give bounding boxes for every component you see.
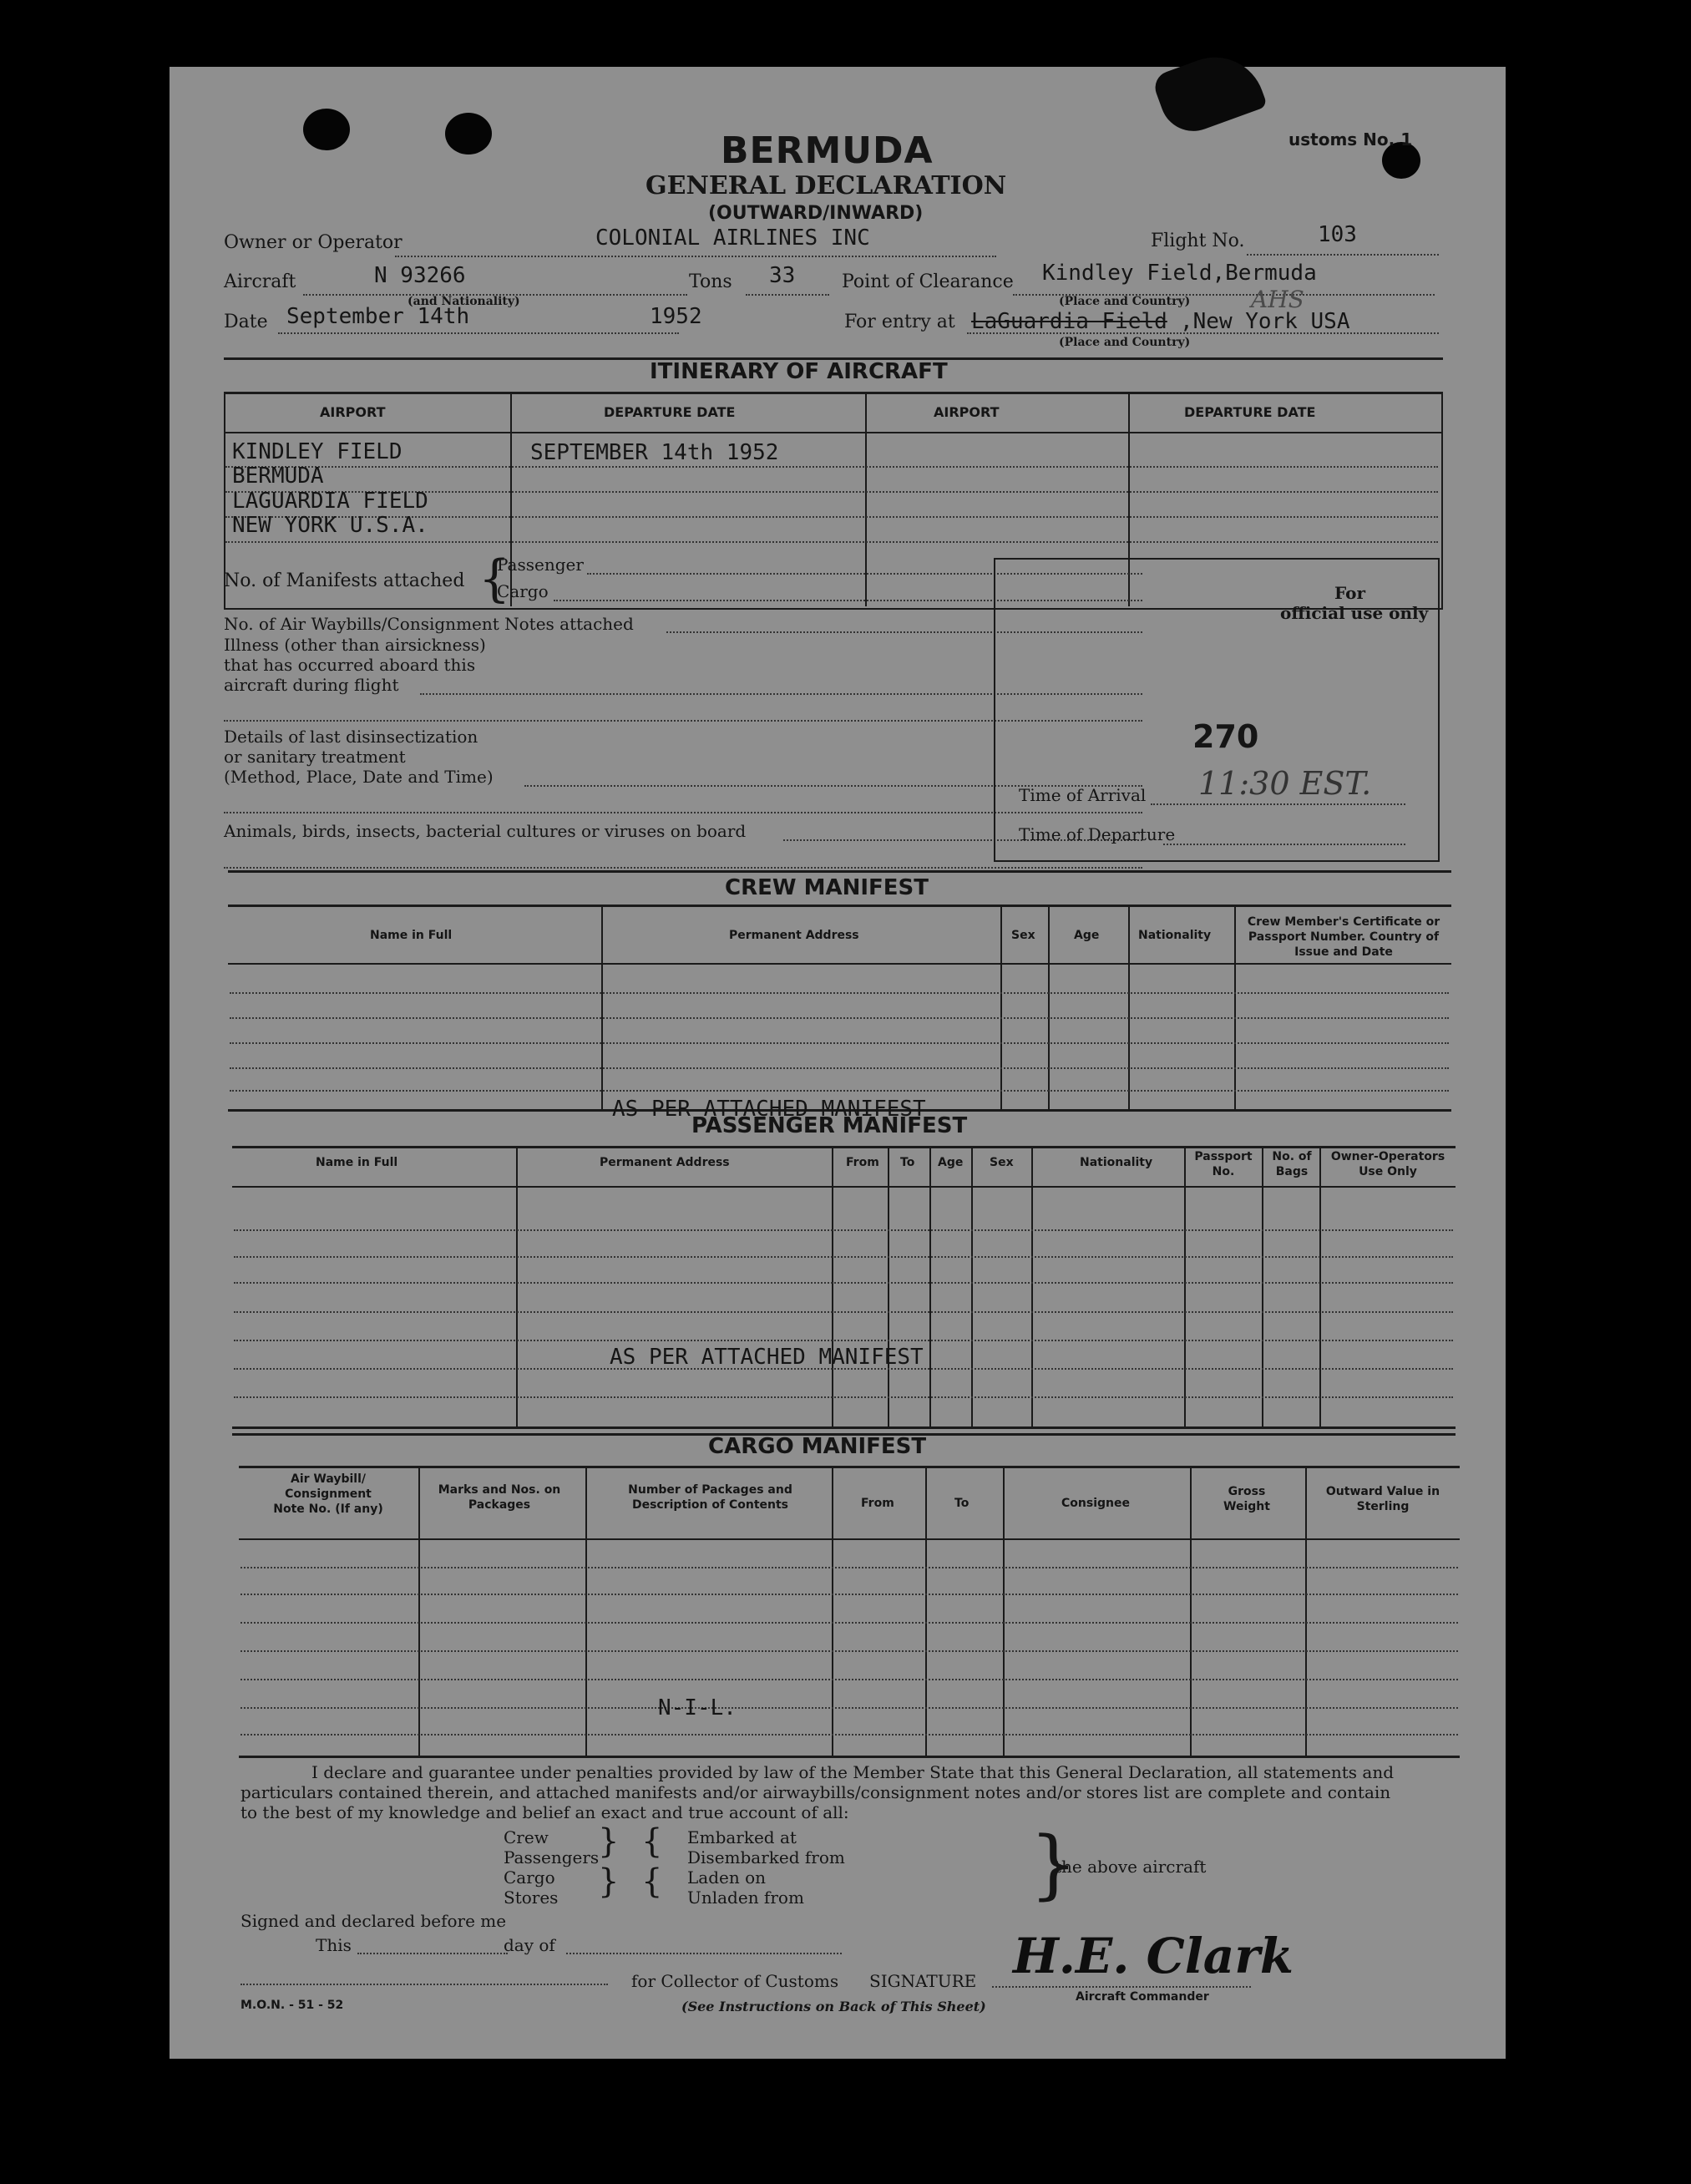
declaration-brace: { [641, 1862, 663, 1901]
itin-col-airport-2: AIRPORT [934, 404, 1000, 420]
passenger-col [888, 1148, 889, 1426]
crew-col [1000, 906, 1002, 1109]
passenger-col-name: Name in Full [316, 1156, 398, 1169]
arrival-label: Time of Arrival [1019, 785, 1147, 805]
owner-label: Owner or Operator [224, 232, 402, 253]
crew-col-address: Permanent Address [729, 929, 859, 942]
itin-airport-line: BERMUDA [232, 464, 324, 489]
crew-table-top [228, 905, 1451, 907]
cargo-row-line [240, 1622, 1458, 1624]
flight-line [1247, 254, 1439, 256]
passenger-header-rule [232, 1186, 1456, 1188]
passenger-title: PASSENGER MANIFEST [691, 1113, 968, 1138]
cargo-col-packages: Number of Packages and Description of Contents [628, 1483, 792, 1512]
manifests-label: No. of Manifests attached [224, 570, 465, 591]
cargo-row-line [240, 1679, 1458, 1680]
manifests-brace: { [478, 550, 511, 608]
itin-col-departure-2: DEPARTURE DATE [1184, 404, 1316, 420]
entry-value-rest: ,New York USA [1180, 309, 1350, 334]
declaration-sheet [170, 67, 1506, 2059]
declaration-mid-item: Embarked at [687, 1827, 797, 1847]
declaration-left-item: Passengers [504, 1847, 600, 1867]
passenger-col [929, 1148, 931, 1426]
passenger-col [1319, 1148, 1321, 1426]
passenger-col [832, 1148, 833, 1426]
passenger-row-line [234, 1311, 1453, 1313]
cargo-row-line [240, 1650, 1458, 1652]
official-title-line2: official use only [1280, 603, 1429, 623]
instructions-note: (See Instructions on Back of This Sheet) [681, 1999, 986, 2014]
crew-row-line [230, 992, 1449, 994]
cargo-col [1305, 1467, 1307, 1756]
itin-airport-line: NEW YORK U.S.A. [232, 513, 428, 538]
cargo-col [585, 1467, 587, 1756]
crew-title: CREW MANIFEST [725, 875, 929, 900]
cargo-col-value: Outward Value in Sterling [1325, 1485, 1440, 1513]
itin-col-airport-1: AIRPORT [320, 404, 386, 420]
declaration-brace: } [598, 1822, 620, 1861]
passenger-col-age: Age [938, 1156, 964, 1169]
customs-number-label: ustoms No. 1 [1289, 129, 1413, 149]
crew-col-sex: Sex [1011, 929, 1035, 942]
entry-value-struck: LaGuardia Field [971, 309, 1167, 334]
illness-line: Illness (other than airsickness) [224, 635, 486, 655]
passenger-col-owner-use: Owner-Operators Use Only [1330, 1150, 1445, 1178]
collector-line [240, 1984, 608, 1985]
official-title-line1: For [1334, 583, 1365, 603]
cargo-row-line [240, 1594, 1458, 1595]
passenger-col-bags: No. of Bags [1272, 1150, 1312, 1178]
illness-line: aircraft during flight [224, 675, 399, 695]
cargo-row-line [240, 1707, 1458, 1709]
passenger-col-address: Permanent Address [600, 1156, 730, 1169]
cargo-row-line [240, 1567, 1458, 1568]
passenger-col [971, 1148, 973, 1426]
crew-row-line [230, 1042, 1449, 1044]
crew-col-age: Age [1074, 929, 1100, 942]
crew-col [1234, 906, 1236, 1109]
date-label: Date [224, 312, 268, 332]
itin-col-departure-1: DEPARTURE DATE [604, 404, 736, 420]
cargo-col-from: From [861, 1497, 894, 1510]
punch-hole-left [303, 109, 350, 150]
declaration-mid-item: Laden on [687, 1867, 767, 1888]
clearance-note: (Place and Country) [1059, 295, 1191, 308]
cargo-col [1190, 1467, 1192, 1756]
cargo-header-rule [239, 1538, 1460, 1540]
illness-line: that has occurred aboard this [224, 655, 476, 675]
departure-time-label: Time of Departure [1019, 824, 1176, 844]
cargo-col [418, 1467, 420, 1756]
punch-hole-center [445, 113, 492, 155]
passenger-row-line [234, 1256, 1453, 1258]
clearance-value: Kindley Field,Bermuda [1042, 261, 1317, 286]
cargo-col [925, 1467, 927, 1756]
arrival-line [1151, 803, 1405, 805]
itin-airport-line: LAGUARDIA FIELD [232, 489, 428, 514]
declaration-line: to the best of my knowledge and belief an exact and true account of all: [240, 1802, 849, 1822]
date-line [278, 332, 679, 334]
cargo-note: N-I-L. [658, 1695, 737, 1720]
itin-row-line [225, 466, 1438, 468]
aircraft-value: N 93266 [374, 263, 466, 288]
date-value: September 14th [286, 304, 470, 329]
passenger-col [1262, 1148, 1263, 1426]
flight-value: 103 [1318, 222, 1357, 247]
declaration-brace: { [641, 1822, 663, 1861]
cargo-col-waybill: Air Waybill/ Consignment Note No. (If any) [273, 1472, 383, 1516]
crew-col-certificate: Crew Member's Certificate or Passport Number. Country of Issue and Date [1247, 915, 1440, 959]
passenger-col-to: To [900, 1156, 915, 1169]
passenger-col-nationality: Nationality [1080, 1156, 1153, 1169]
crew-row-line [230, 1090, 1449, 1092]
crew-col [1048, 906, 1050, 1109]
manifest-passenger-label: Passenger [497, 555, 584, 575]
cargo-title: CARGO MANIFEST [708, 1434, 927, 1459]
passenger-col [1031, 1148, 1033, 1426]
signature-label: SIGNATURE [869, 1971, 977, 1991]
day-of-line [566, 1953, 842, 1954]
passenger-col-from: From [846, 1156, 879, 1169]
signature-value: H.E. Clark [1013, 1928, 1294, 1984]
departure-time-line [1163, 844, 1405, 845]
crew-col-nationality: Nationality [1138, 929, 1212, 942]
declaration-line: I declare and guarantee under penalties provided by law of the Member State that this General Declaration, all statements and [311, 1762, 1395, 1782]
crew-col-name: Name in Full [370, 929, 453, 942]
passenger-table-bottom [232, 1426, 1456, 1429]
declaration-brace: } [598, 1862, 620, 1901]
cargo-table-top [239, 1466, 1460, 1468]
declaration-big-brace: } [1030, 1821, 1078, 1908]
animals-label: Animals, birds, insects, bacterial cultures or viruses on board [224, 821, 747, 841]
cargo-col [832, 1467, 833, 1756]
day-of-label: day of [504, 1935, 555, 1955]
entry-note: (Place and Country) [1059, 336, 1191, 349]
declaration-left-item: Stores [504, 1888, 559, 1908]
passenger-row-line [234, 1340, 1453, 1341]
tons-line [746, 294, 829, 296]
passenger-row-line [234, 1282, 1453, 1284]
country-heading: BERMUDA [721, 129, 934, 172]
entry-label: For entry at [844, 312, 955, 332]
manifest-cargo-label: Cargo [497, 581, 549, 601]
declaration-mid-item: Disembarked from [687, 1847, 845, 1867]
declaration-left-item: Cargo [504, 1867, 555, 1888]
crew-header-rule [228, 963, 1451, 965]
clearance-label: Point of Clearance [842, 271, 1014, 292]
official-number: 270 [1192, 718, 1259, 755]
tons-value: 33 [769, 263, 796, 288]
cargo-table-bottom [239, 1756, 1460, 1758]
cargo-col-to: To [954, 1497, 970, 1510]
arrival-value: 11:30 EST. [1198, 765, 1372, 802]
declaration-left-item: Crew [504, 1827, 549, 1847]
crew-row-line [230, 1067, 1449, 1069]
owner-line [395, 256, 996, 257]
form-subtitle: (OUTWARD/INWARD) [708, 203, 924, 224]
itin-row-line [225, 541, 1438, 543]
tons-label: Tons [689, 271, 732, 292]
aircraft-note: (and Nationality) [408, 295, 520, 308]
crew-row-line [230, 1017, 1449, 1019]
crew-col [601, 906, 603, 1109]
passenger-col-sex: Sex [990, 1156, 1014, 1169]
crew-top-rule [228, 870, 1451, 873]
passenger-col [1184, 1148, 1186, 1426]
waybills-label: No. of Air Waybills/Consignment Notes attached [224, 614, 634, 634]
passenger-col [516, 1148, 518, 1426]
this-line [357, 1953, 508, 1954]
entry-handwritten: AHS [1251, 286, 1304, 313]
passenger-table-top [232, 1146, 1456, 1148]
form-title: GENERAL DECLARATION [646, 171, 1007, 200]
details-bottom-line [224, 867, 1142, 869]
itin-airport-line: KINDLEY FIELD [232, 439, 402, 464]
cargo-col-consignee: Consignee [1061, 1497, 1130, 1510]
commander-label: Aircraft Commander [1076, 1990, 1209, 2004]
cargo-col-weight: Gross Weight [1223, 1485, 1270, 1513]
itinerary-header-rule [224, 432, 1443, 433]
cargo-col [1003, 1467, 1005, 1756]
passenger-row-line [234, 1229, 1453, 1231]
cargo-col-marks: Marks and Nos. on Packages [438, 1483, 561, 1512]
declaration-mid-item: Unladen from [687, 1888, 804, 1908]
signed-label: Signed and declared before me [240, 1911, 507, 1931]
signature-line [992, 1986, 1251, 1988]
flight-label: Flight No. [1151, 231, 1245, 251]
torn-corner-mark [1151, 43, 1268, 140]
aircraft-label: Aircraft [224, 271, 296, 292]
disinsect-line: (Method, Place, Date and Time) [224, 767, 494, 787]
disinsect-line: or sanitary treatment [224, 747, 406, 767]
year-value: 1952 [650, 304, 702, 329]
passenger-row-line [234, 1396, 1453, 1398]
declaration-line: particulars contained therein, and attached manifests and/or airwaybills/consignment notes and/or stores list are complete and contain [240, 1782, 1391, 1802]
crew-col [1128, 906, 1130, 1109]
form-number: M.O.N. - 51 - 52 [240, 1999, 344, 2012]
this-label: This [316, 1935, 352, 1955]
collector-label: for Collector of Customs [631, 1971, 839, 1991]
disinsect-line: Details of last disinsectization [224, 727, 478, 747]
declaration-right-text: the above aircraft [1055, 1857, 1207, 1877]
passenger-note: AS PER ATTACHED MANIFEST [610, 1345, 924, 1370]
cargo-row-line [240, 1734, 1458, 1736]
itinerary-title: ITINERARY OF AIRCRAFT [650, 359, 948, 384]
passenger-col-passport: Passport No. [1194, 1150, 1253, 1178]
owner-value: COLONIAL AIRLINES INC [595, 225, 870, 251]
crew-note: AS PER ATTACHED MANIFEST [612, 1097, 926, 1122]
itin-departure-date: SEPTEMBER 14th 1952 [530, 440, 779, 465]
